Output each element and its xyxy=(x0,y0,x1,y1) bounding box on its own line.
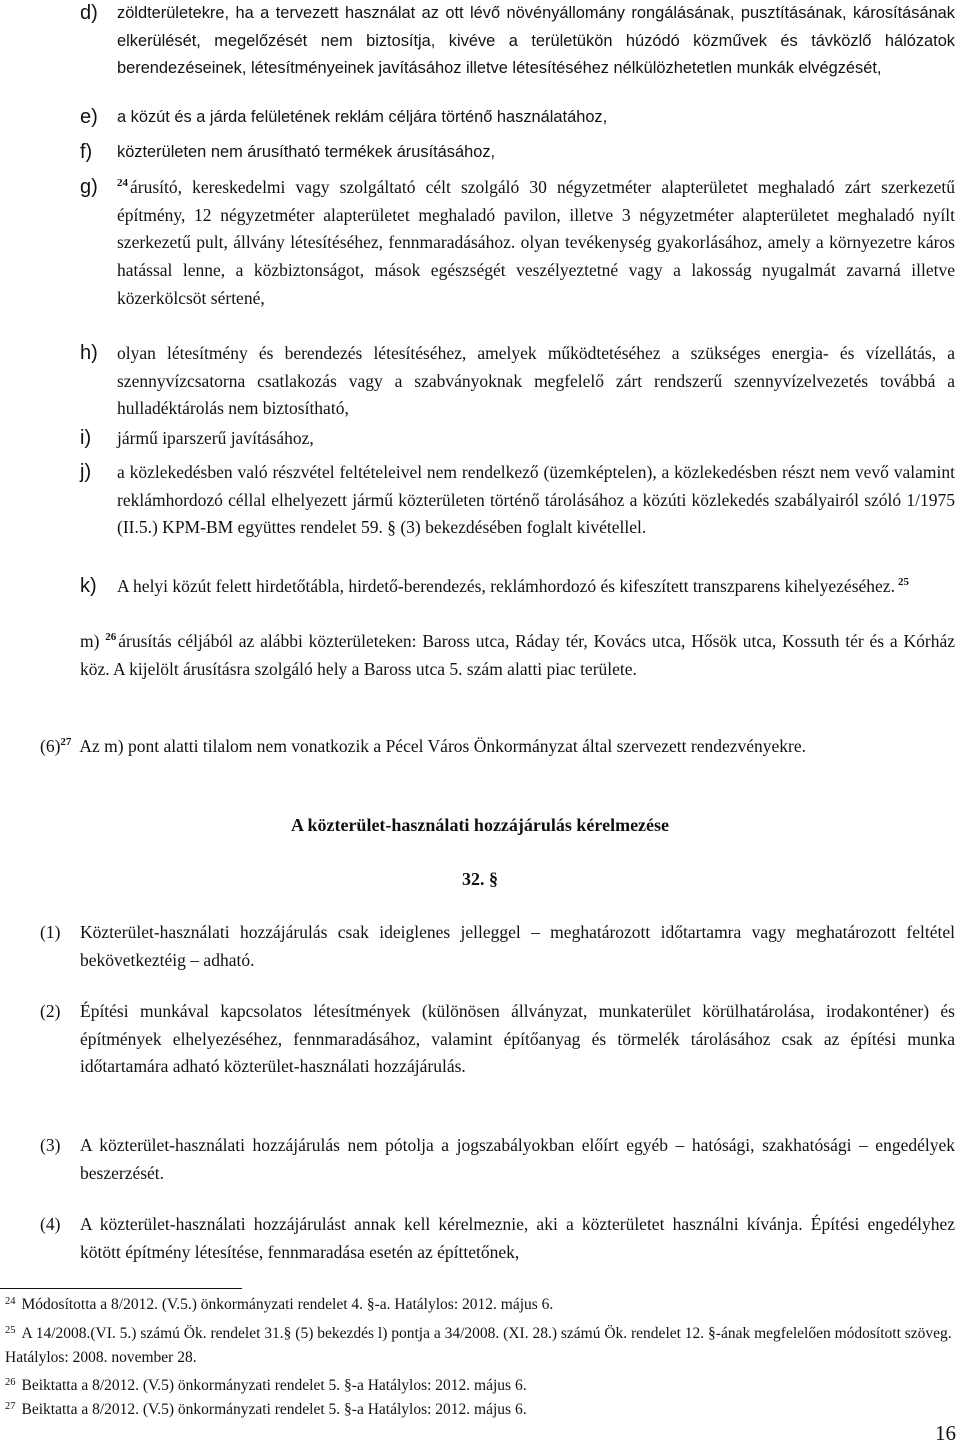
footnote-text: Beiktatta a 8/2012. (V.5) önkormányzati rendelet 5. §-a Hatálylos: 2012. május 6. xyxy=(21,1377,527,1394)
section-number: 32. § xyxy=(462,869,498,889)
item-text: jármű iparszerű javításához, xyxy=(117,428,314,448)
section-heading: A közterület-használati hozzájárulás kérelmezése xyxy=(290,815,670,835)
item-label: g) xyxy=(80,176,98,198)
paragraph-2 xyxy=(40,998,955,1081)
footnote-25 xyxy=(5,1322,955,1370)
item-text: közterületen nem árusítható termékek árusításához, xyxy=(117,143,496,161)
paragraph-number: (6) xyxy=(40,736,61,756)
paragraph-text: A közterület-használati hozzájárulást annak kell kérelmeznie, aki a közterületet használni kívánja. Építési engedélyhez kötött építmény létesítése, fennmaradása esetén az építtetőnek, xyxy=(80,1214,955,1262)
page-number: 16 xyxy=(935,1421,956,1445)
list-item-i xyxy=(80,425,955,453)
item-text xyxy=(117,174,955,313)
item-text xyxy=(80,628,955,683)
item-label: k) xyxy=(80,575,97,597)
footnote-divider xyxy=(0,1288,242,1289)
item-label: f) xyxy=(80,141,93,163)
paragraph-text: Építési munkával kapcsolatos létesítmények (különösen állványzat, munkaterület körülhatárolása, irodakonténer) és építmények elhelyezéséhez, fennmaradásához, valamint építőanyag és törmelék tárolásához csak az építési munka időtartamára adható közterület-használati hozzájárulás. xyxy=(80,1001,955,1077)
paragraph-1 xyxy=(40,919,955,974)
item-text xyxy=(117,573,955,601)
footnote-24 xyxy=(5,1293,955,1317)
footnote-number: 24 xyxy=(5,1296,16,1307)
list-item-h xyxy=(80,340,955,423)
item-text: olyan létesítmény és berendezés létesítéséhez, amelyek működtetéséhez a szükséges energia- és vízellátás, a szennyvízcsatorna csatlakozás vagy a szabványoknak megfelelő zárt rendszerű szennyvízelvezetés továbbá a hulladéktárolás nem biztosítható, xyxy=(117,343,955,419)
paragraph-number: (4) xyxy=(40,1214,61,1234)
list-item-d xyxy=(80,0,955,83)
item-text-body: A helyi közút felett hirdetőtábla, hirdető-berendezés, reklámhordozó és kifeszített transzparens kihelyezéséhez. xyxy=(117,576,895,596)
item-text-part2: olyan tevékenység gyakorlásához, amely a környezetre káros hatással lenne, a közbiztonságot, mások egészségét veszélyeztetné vagy a lakosság nyugalmát zavarná illetve közerkölcsöt sértené, xyxy=(117,232,955,308)
footnote-ref[interactable]: 24 xyxy=(117,177,128,189)
item-text-body: árusítás céljából az alábbi közterületeken: Baross utca, Ráday tér, Kovács utca, Hősök utca, Kossuth tér és a Kórház köz. A kijelölt árusításra szolgáló hely a Baross utca 5. szám alatti piac területe. xyxy=(80,631,956,679)
item-label: j) xyxy=(80,461,92,483)
list-item-g xyxy=(80,174,955,313)
item-label: h) xyxy=(80,342,98,364)
footnote-number: 26 xyxy=(5,1377,16,1388)
item-label: d) xyxy=(80,2,98,24)
list-item-j xyxy=(80,459,955,542)
footnote-number: 27 xyxy=(5,1401,16,1412)
footnote-ref[interactable]: 27 xyxy=(60,736,72,748)
paragraph-body: Az m) pont alatti tilalom nem vonatkozik a Pécel Város Önkormányzat által szervezett rendezvényekre. xyxy=(79,736,807,756)
footnote-text: Módosította a 8/2012. (V.5.) önkormányzati rendelet 4. §-a. Hatálylos: 2012. május 6. xyxy=(21,1296,554,1313)
paragraph-number: (2) xyxy=(40,1001,61,1021)
paragraph-number: (3) xyxy=(40,1135,61,1155)
item-label: m) xyxy=(80,631,100,651)
paragraph-6 xyxy=(40,733,955,761)
paragraph-text: Közterület-használati hozzájárulás csak ideiglenes jelleggel – meghatározott időtartamra vagy meghatározott feltétel bekövetkeztéig – adható. xyxy=(80,922,955,970)
paragraph-text: A közterület-használati hozzájárulás nem pótolja a jogszabályokban előírt egyéb – hatósági, szakhatósági – engedélyek beszerzését. xyxy=(80,1135,955,1183)
paragraph-text xyxy=(40,733,955,761)
footnote-26 xyxy=(5,1374,955,1398)
item-text-part1: árusító, kereskedelmi vagy szolgáltató célt szolgáló 30 négyzetméter alapterületet meghaladó zárt szerkezetű építmény, 12 négyzetméter alapterületet meghaladó pavilon, illetve 3 négyzetméter alapterületet meghaladó nyílt szerkezetű pult, állvány létesítéséhez, fennmaradásához. xyxy=(117,177,955,253)
item-text: zöldterületekre, ha a tervezett használat az ott lévő növényállomány rongálásának, pusztításának, károsításának elkerülését, megelőzését nem biztosítja, kivéve a területükön húzódó közművek és távközlő hálózatok berendezéseinek, létesítményeinek javításához illetve létesítéséhez nélkülözhetetlen munkák elvégzését, xyxy=(117,4,955,78)
paragraph-4 xyxy=(40,1211,955,1266)
footnote-text: A 14/2008.(VI. 5.) számú Ök. rendelet 31.§ (5) bekezdés l) pontja a 34/2008. (XI. 28.) számú Ök. rendelet 12. §-ának megfelelően módosított szöveg. Hatálylos: 2008. november 28. xyxy=(5,1325,952,1366)
item-label: i) xyxy=(80,427,92,449)
footnote-number: 25 xyxy=(5,1325,16,1336)
item-text: a közút és a járda felületének reklám céljára történő használatához, xyxy=(117,108,608,126)
list-item-e xyxy=(80,104,955,132)
item-text: a közlekedésben való részvétel feltételeivel nem rendelkező (üzemképtelen), a közlekedésben részt nem vevő valamint reklámhordozó céllal elhelyezett jármű közterületen történő tárolásához a közúti közlekedés szabályairól szóló 1/1975 (II.5.) KPM-BM együttes rendelet 59. § (3) bekezdésében foglalt kivétellel. xyxy=(117,462,955,538)
list-item-m xyxy=(80,628,955,683)
footnote-text: Beiktatta a 8/2012. (V.5) önkormányzati rendelet 5. §-a Hatálylos: 2012. május 6. xyxy=(21,1401,527,1418)
paragraph-number: (1) xyxy=(40,922,61,942)
paragraph-3 xyxy=(40,1132,955,1187)
list-item-k xyxy=(80,573,955,601)
footnote-27 xyxy=(5,1398,955,1422)
footnote-ref[interactable]: 26 xyxy=(105,631,117,643)
list-item-f xyxy=(80,139,955,167)
footnote-ref[interactable]: 25 xyxy=(897,576,909,588)
item-label: e) xyxy=(80,106,98,128)
